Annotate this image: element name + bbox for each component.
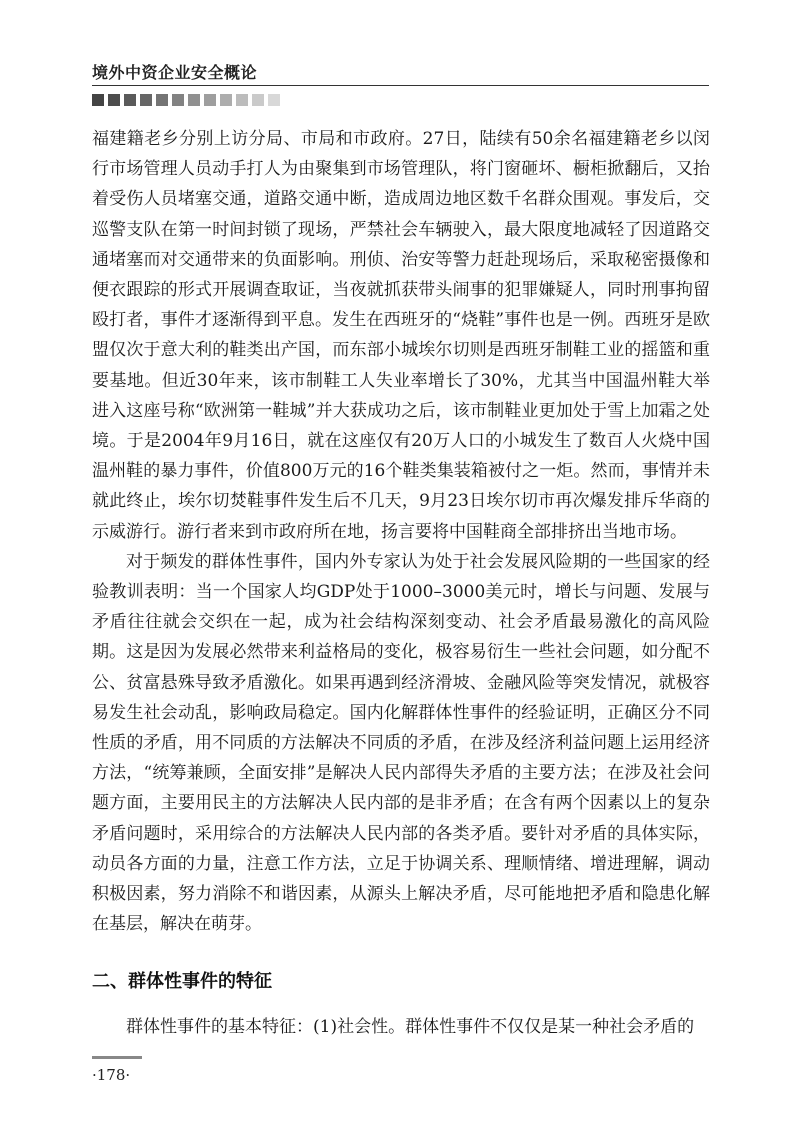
header-block — [172, 94, 184, 106]
page-number: ·178· — [92, 1066, 131, 1084]
header-block — [252, 94, 264, 106]
header-rule — [92, 85, 709, 86]
header-block — [268, 94, 280, 106]
header-block — [108, 94, 120, 106]
section-first-line: 群体性事件的基本特征：(1)社会性。群体性事件不仅仅是某一种社会矛盾的 — [126, 1017, 695, 1037]
header-block — [124, 94, 136, 106]
header-block — [140, 94, 152, 106]
header-block — [220, 94, 232, 106]
header-block — [92, 94, 104, 106]
body-paragraph-continued: 福建籍老乡分别上访分局、市局和市政府。27日，陆续有50余名福建籍老乡以闵行市场管理人员动手打人为由聚集到市场管理队，将门窗砸坏、橱柜掀翻后，又抬着受伤人员堵塞交通，道路交通中断，造成周边地区数千名群众围观。事发后，交巡警支队在第一时间封锁了现场，严禁社会车辆驶入，最大限度地减轻了因道路交通堵塞而对交通带来的负面影响。刑侦、治安等警力赶赴现场后，采取秘密摄像和便衣跟踪的形式开展调查取证，当夜就抓获带头闹事的犯罪嫌疑人，同时刑事拘留殴打者，事件才逐渐得到平息。发生在西班牙的“烧鞋”事件也是一例。西班牙是欧盟仅次于意大利的鞋类出产国，而东部小城埃尔切则是西班牙制鞋工业的摇篮和重要基地。但近30年来，该市制鞋工人失业率增长了30%，尤其当中国温州鞋大举进入这座号称“欧洲第一鞋城”并大获成功之后，该市制鞋业更加处于雪上加霜之处境。于是2004年9月16日，就在这座仅有20万人口的小城发生了数百人火烧中国温州鞋的暴力事件，价值800万元的16个鞋类集装箱被付之一炬。然而，事情并未就此终止，埃尔切焚鞋事件发生后不几天，9月23日埃尔切市再次爆发排斥华商的示威游行。游行者来到市政府所在地，扬言要将中国鞋商全部排挤出当地市场。 — [92, 129, 710, 542]
header-block — [204, 94, 216, 106]
section-heading: 二、群体性事件的特征 — [92, 971, 272, 992]
header-decorative-blocks — [92, 94, 280, 106]
header-block — [156, 94, 168, 106]
running-header-title: 境外中资企业安全概论 — [92, 63, 258, 82]
header-block — [188, 94, 200, 106]
footer-rule — [92, 1056, 142, 1059]
header-block — [236, 94, 248, 106]
body-paragraph: 对于频发的群体性事件，国内外专家认为处于社会发展风险期的一些国家的经验教训表明：当一个国家人均GDP处于1000–3000美元时，增长与问题、发展与矛盾往往就会交织在一起，成为社会结构深刻变动、社会矛盾最易激化的高风险期。这是因为发展必然带来利益格局的变化，极容易衍生一些社会问题，如分配不公、贫富悬殊导致矛盾激化。如果再遇到经济滑坡、金融风险等突发情况，就极容易发生社会动乱，影响政局稳定。国内化解群体性事件的经验证明，正确区分不同性质的矛盾，用不同质的方法解决不同质的矛盾，在涉及经济利益问题上运用经济方法，“统筹兼顾，全面安排”是解决人民内部得失矛盾的主要方法；在涉及社会问题方面，主要用民主的方法解决人民内部的是非矛盾；在含有两个因素以上的复杂矛盾问题时，采用综合的方法解决人民内部的各类矛盾。要针对矛盾的具体实际，动员各方面的力量，注意工作方法，立足于协调关系、理顺情绪、增进理解，调动积极因素，努力消除不和谐因素，从源头上解决矛盾，尽可能地把矛盾和隐患化解在基层，解决在萌芽。 — [92, 551, 710, 935]
body-text — [92, 124, 710, 939]
